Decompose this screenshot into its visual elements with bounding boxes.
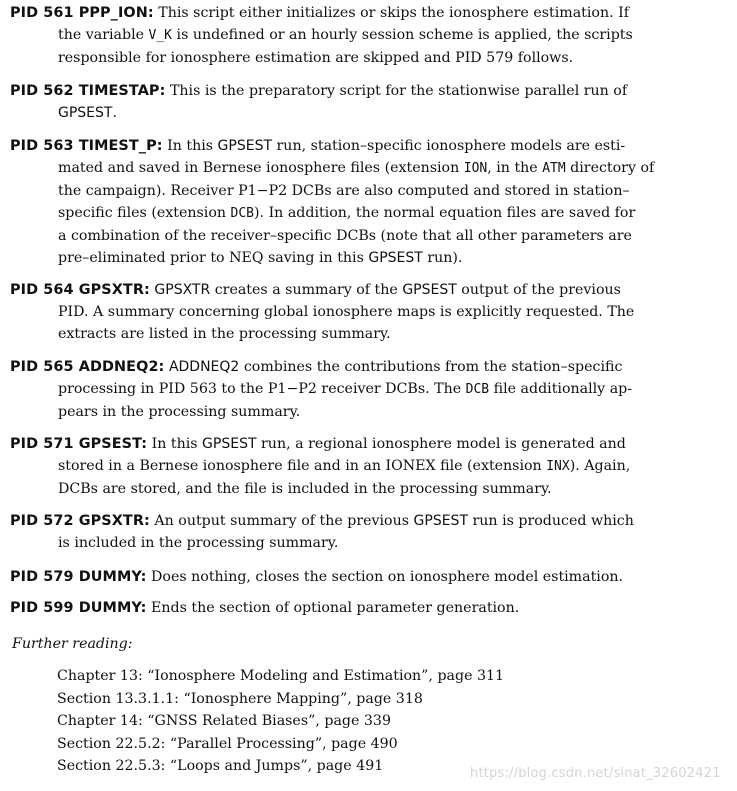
code-text: ATM [542,161,566,176]
body-text: run). [422,250,463,266]
entry-line [10,2,735,24]
entry-line [58,401,735,423]
pid-label: PID 572 GPSXTR: [10,513,150,529]
body-text: directory of [565,160,655,176]
pid-entry [10,279,735,345]
pid-entry [10,566,735,588]
body-text: In this [151,436,203,452]
reference-item: Section 22.5.2: “Parallel Processing”, page 490 [57,735,398,752]
program-name: GPSXTR [154,282,211,298]
program-name: ADDNEQ2 [168,359,240,375]
body-text: a combination of the receiver–specific DCBs (note that all other parameters are [58,228,632,244]
body-text: creates a summary of the [210,282,403,298]
body-text: is undefined or an hourly session scheme is applied, the scripts [172,27,633,43]
body-text: is included in the processing summary. [58,535,339,551]
entry-line [58,323,735,345]
body-text: specific files (extension [58,205,231,221]
body-text: extracts are listed in the processing summary. [58,326,391,342]
reference-item: Section 22.5.3: “Loops and Jumps”, page 491 [57,758,384,774]
pid-label: PID 563 TIMEST_P: [10,138,163,154]
pid-label: PID 579 DUMMY: [10,569,147,585]
body-text: This script either initializes or skips the ionosphere estimation. If [158,5,629,21]
pid-label: PID 561 PPP_ION: [10,5,154,21]
code-text: DCB [465,382,490,397]
further-reading-heading: Further reading: [12,636,133,652]
entry-line [10,510,735,532]
entry-line [58,202,735,225]
program-name: GPSEST [368,250,423,266]
entry-line [58,301,735,323]
pid-entry [10,135,735,269]
program-name: GPSEST [202,436,257,452]
program-name: GPSEST [402,282,457,298]
entry-line [58,247,735,269]
entry-line [58,225,735,247]
body-text: run is produced which [468,513,634,529]
body-text: run, station–specific ionosphere models are esti- [272,138,626,154]
body-text: DCBs are stored, and the file is included in the processing summary. [58,481,552,497]
pid-entry [10,356,735,423]
program-name: GPSEST [217,138,273,154]
watermark: https://blog.csdn.net/sinat_32602421 [470,766,721,781]
body-text: processing in PID 563 to the P1−P2 receiver DCBs. The [58,381,466,397]
pid-label: PID 564 GPSXTR: [10,282,150,298]
entry-line [58,47,735,69]
entry-line [10,597,735,619]
body-text: An output summary of the previous [154,513,414,529]
pid-entry [10,80,735,124]
body-text: combines the contributions from the station–specific [239,359,623,375]
pid-label: PID 562 TIMESTAP: [10,83,166,99]
program-name: GPSEST [413,513,468,529]
reference-item: Section 13.3.1.1: “Ionosphere Mapping”, page 318 [57,690,423,707]
pid-label: PID 599 DUMMY: [10,600,147,616]
entry-line [58,478,735,500]
entry-line [10,279,735,301]
code-text: INX [546,459,570,474]
pid-label: PID 565 ADDNEQ2: [10,359,165,375]
body-text: . [112,105,117,121]
entry-line [10,356,735,378]
body-text: pre–eliminated prior to NEQ saving in this [58,250,369,266]
program-name: GPSEST [58,105,113,121]
entry-line [58,157,735,180]
entry-line [10,433,735,455]
pid-entry [10,510,735,554]
body-text: This is the preparatory script for the stationwise parallel run of [169,83,628,99]
code-text: ION [463,161,488,176]
body-text: ). In addition, the normal equation files are saved for [254,205,636,221]
entry-line [58,532,735,554]
body-text: the campaign). Receiver P1−P2 DCBs are also computed and stored in station– [58,183,630,199]
pid-entry [10,433,735,500]
body-text: Does nothing, closes the section on ionosphere model estimation. [151,569,624,585]
entry-line [58,24,735,47]
body-text: the variable [58,27,149,43]
body-text: stored in a Bernese ionosphere file and in an IONEX file (extension [58,458,547,474]
entry-line [10,80,735,102]
further-reading-list [57,665,504,778]
body-text: output of the previous [456,282,621,298]
body-text: run, a regional ionosphere model is generated and [256,436,626,452]
pid-entry [10,597,735,619]
code-text: V_K [148,28,173,43]
entry-line [58,455,735,478]
body-text: mated and saved in Bernese ionosphere files (extension [58,160,464,176]
reference-item: Chapter 13: “Ionosphere Modeling and Estimation”, page 311 [57,668,505,684]
body-text: responsible for ionosphere estimation are skipped and PID 579 follows. [58,50,574,66]
code-text: DCB [230,206,255,221]
entry-line [10,135,735,157]
body-text: ). Again, [569,458,631,474]
body-text: file additionally ap- [489,381,633,397]
entry-line [10,566,735,588]
pid-label: PID 571 GPSEST: [10,436,148,452]
entry-line [58,180,735,202]
body-text: In this [167,138,218,154]
body-text: pears in the processing summary. [58,404,301,420]
reference-item: Chapter 14: “GNSS Related Biases”, page 339 [57,713,391,729]
body-text: , in the [487,160,543,176]
body-text: Ends the section of optional parameter generation. [151,600,520,616]
pid-entry [10,2,735,69]
entry-line [58,378,735,401]
body-text: PID. A summary concerning global ionosphere maps is explicitly requested. The [58,304,635,320]
entry-line [58,102,735,124]
